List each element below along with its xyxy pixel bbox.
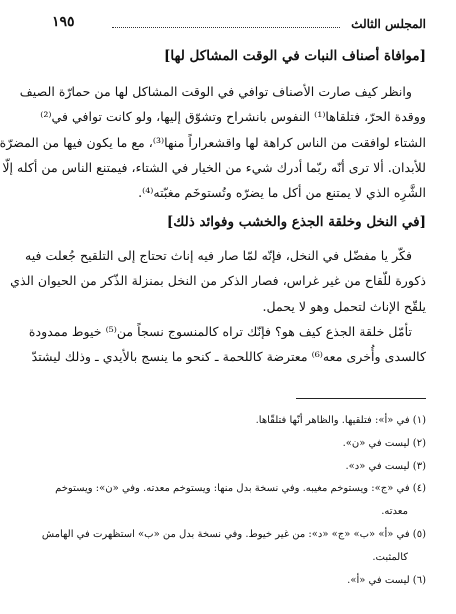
footnote: (٤) في «ج»: ويستوخم مغيبه. وفي نسخة بدل منها: ويستوخم معدته. وفي «ن»: ويستوخم bbox=[55, 483, 426, 495]
footnote: (١) في «أ»: فتلقيها. والظاهر أنّها فتلقّاها. bbox=[255, 415, 426, 426]
paragraph bbox=[10, 243, 426, 319]
paragraph bbox=[28, 319, 426, 370]
text-line: وانظر كيف صارت الأصناف توافي في الوقت المشاكل لها من حمارّة الصيف bbox=[19, 84, 412, 99]
footnote: (٥) في «أ» «ب» «ج» «د»: من غير خيوط. وفي نسخة بدل من «ب» استظهرت في الهامش bbox=[41, 528, 426, 540]
footnote: (٣) ليست في «د». bbox=[345, 460, 426, 472]
text-line: الشَّرِه الذي لا يمتنع من أكل ما يضرّه وتُستوخَم مغبّته⁽⁴⁾. bbox=[138, 185, 426, 201]
paragraph bbox=[0, 79, 426, 205]
page-number: ١٩٥ bbox=[52, 14, 75, 30]
text-line: ووقدة الحرّ، فتلقاها⁽¹⁾ النفوس بانشراح وتشوّق إليها، ولو كانت توافي في⁽²⁾ bbox=[40, 109, 426, 125]
text-line: للأبدان. ألا ترى أنّه ربّما أدرك شيء من الخيار في الشتاء، فيمتنع الناس من أكله إلّا bbox=[2, 159, 426, 175]
text-line: تأمّل خلقة الجذع كيف هو؟ فإنّك تراه كالمنسوج نسجاً من⁽⁵⁾ خيوط ممدودة bbox=[28, 324, 412, 339]
running-title: المجلس الثالث bbox=[351, 17, 426, 31]
footnote: (٦) ليست في «أ». bbox=[347, 574, 426, 586]
text-line: ذكورة للّقاح من غير غراس، فصار الذكر من النخل بمنزلة الذّكر من الحيوان الذي bbox=[10, 273, 426, 289]
text-line: الشتاء لوافقت من الناس كراهة لها واقشعراراً منها⁽³⁾، مع ما يكون فيها من المضرّة bbox=[0, 134, 426, 150]
page-header bbox=[52, 14, 426, 34]
text-line: فكّر يا مفضّل في النخل، فإنّه لمّا صار فيه إناث تحتاج إلى التلقيح جُعلت فيه bbox=[24, 248, 412, 263]
section-heading: [موافاة أصناف النبات في الوقت المشاكل لها] bbox=[164, 48, 426, 64]
footnote-continuation: معدته. bbox=[381, 506, 408, 518]
text-line: يلقّح الإناث لتحمل وهو لا يحمل. bbox=[262, 298, 426, 314]
footnote: (٢) ليست في «ن». bbox=[342, 437, 426, 449]
section-heading: [في النخل وخلقة الجذع والخشب وفوائد ذلك] bbox=[166, 214, 426, 230]
dotted-leader bbox=[112, 27, 340, 28]
text-line: كالسدى وأُخرى معه⁽⁶⁾ معترضة كاللحمة ـ كنحو ما ينسج بالأيدي ـ وذلك ليشتدّ bbox=[31, 349, 426, 365]
footnotes bbox=[41, 410, 426, 592]
footnote-continuation: كالمثبت. bbox=[372, 551, 408, 563]
footnote-separator bbox=[296, 398, 426, 399]
